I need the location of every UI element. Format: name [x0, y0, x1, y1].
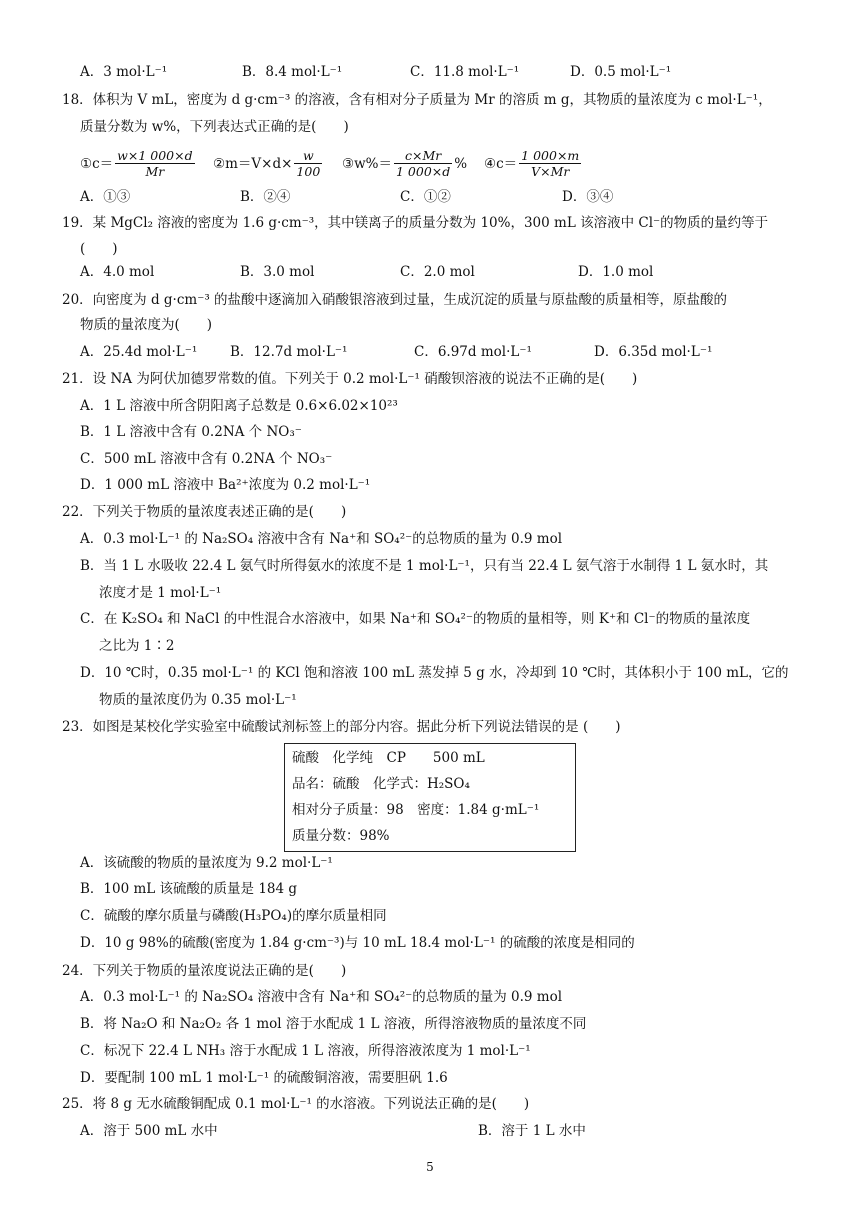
q23-option-b: B．100 mL 该硫酸的质量是 184 g [80, 881, 298, 897]
q21-stem: 21．设 NA 为阿伏加德罗常数的值。下列关于 0.2 mol·L⁻¹ 硝酸钡溶液的说法不正确的是( ) [62, 371, 638, 387]
q20-option-d: D．6.35d mol·L⁻¹ [594, 344, 713, 360]
q22-stem: 22．下列关于物质的量浓度表述正确的是( ) [62, 504, 347, 520]
q17-option-c: C．11.8 mol·L⁻¹ [410, 64, 520, 80]
page-number: 5 [426, 1160, 434, 1174]
q22-option-c-line2: 之比为 1∶2 [99, 638, 175, 654]
q19-stem-line1: 19．某 MgCl₂ 溶液的密度为 1.6 g·cm⁻³，其中镁离子的质量分数为 10%，300 mL 该溶液中 Cl⁻的物质的量约等于 [62, 215, 769, 231]
q18-formula-4 [484, 144, 583, 184]
q22-option-c-line1: C．在 K₂SO₄ 和 NaCl 的中性混合水溶液中，如果 Na⁺和 SO₄²⁻的物质的量相等，则 K⁺和 Cl⁻的物质的量浓度 [80, 611, 751, 627]
q22-option-d-line1: D．10 ℃时，0.35 mol·L⁻¹ 的 KCl 饱和溶液 100 mL 蒸发掉 5 g 水，冷却到 10 ℃时，其体积小于 100 mL，它的 [80, 665, 789, 681]
q25-stem: 25．将 8 g 无水硫酸铜配成 0.1 mol·L⁻¹ 的水溶液。下列说法正确的是( ) [62, 1096, 530, 1112]
q25-option-a: A．溶于 500 mL 水中 [80, 1123, 218, 1139]
q20-option-a: A．25.4d mol·L⁻¹ [80, 344, 198, 360]
q21-option-a: A．1 L 溶液中所含阴阳离子总数是 0.6×6.02×10²³ [80, 398, 398, 414]
reagent-label-box [284, 743, 576, 852]
q19-option-c: C．2.0 mol [400, 264, 475, 280]
formula-4-fraction [519, 149, 581, 179]
q20-stem-line2: 物质的量浓度为( ) [80, 317, 213, 333]
q21-option-b: B．1 L 溶液中含有 0.2NA 个 NO₃⁻ [80, 424, 302, 440]
q20-stem-line1: 20．向密度为 d g·cm⁻³ 的盐酸中逐滴加入硝酸银溶液到过量，生成沉淀的质量与原盐酸的质量相等，原盐酸的 [62, 292, 728, 308]
q24-option-d: D．要配制 100 mL 1 mol·L⁻¹ 的硫酸铜溶液，需要胆矾 1.6 [80, 1070, 448, 1086]
q18-option-d: D．③④ [562, 189, 614, 205]
q22-option-b-line1: B．当 1 L 水吸收 22.4 L 氨气时所得氨水的浓度不是 1 mol·L⁻¹，只有当 22.4 L 氨气溶于水制得 1 L 氨水时，其 [80, 558, 769, 574]
q18-option-c: C．①② [400, 189, 451, 205]
formula-3-denominator: 1 000×d [396, 163, 451, 179]
q18-formula-2 [213, 144, 324, 184]
formula-2-lhs: ②m＝V×d× [213, 156, 293, 172]
reagent-label-line1: 硫酸 化学纯 CP 500 mL [292, 750, 485, 766]
q20-option-b: B．12.7d mol·L⁻¹ [230, 344, 348, 360]
q19-option-a: A．4.0 mol [80, 264, 155, 280]
formula-2-fraction [294, 149, 322, 179]
q17-option-b: B．8.4 mol·L⁻¹ [242, 64, 343, 80]
q18-stem-line1: 18．体积为 V mL，密度为 d g·cm⁻³ 的溶液，含有相对分子质量为 Mr 的溶质 m g，其物质的量浓度为 c mol·L⁻¹， [62, 92, 772, 108]
formula-3-lhs: ③w%＝ [342, 156, 392, 172]
formula-3-fraction [394, 149, 452, 179]
reagent-label-line4: 质量分数：98% [292, 828, 390, 844]
q18-stem-line2: 质量分数为 w%，下列表达式正确的是( ) [80, 119, 349, 135]
formula-1-denominator: Mr [145, 163, 165, 179]
q18-option-b: B．②④ [240, 189, 291, 205]
q23-option-d: D．10 g 98%的硫酸(密度为 1.84 g·cm⁻³)与 10 mL 18.4 mol·L⁻¹ 的硫酸的浓度是相同的 [80, 935, 635, 951]
q23-option-a: A．该硫酸的物质的量浓度为 9.2 mol·L⁻¹ [80, 855, 333, 871]
reagent-label-line3: 相对分子质量：98 密度：1.84 g·mL⁻¹ [292, 802, 540, 818]
q18-formula-3 [342, 144, 467, 184]
q17-option-d: D．0.5 mol·L⁻¹ [570, 64, 672, 80]
q21-option-c: C．500 mL 溶液中含有 0.2NA 个 NO₃⁻ [80, 451, 333, 467]
q24-option-a: A．0.3 mol·L⁻¹ 的 Na₂SO₄ 溶液中含有 Na⁺和 SO₄²⁻的总物质的量为 0.9 mol [80, 989, 563, 1005]
q19-option-b: B．3.0 mol [240, 264, 315, 280]
q22-option-a: A．0.3 mol·L⁻¹ 的 Na₂SO₄ 溶液中含有 Na⁺和 SO₄²⁻的总物质的量为 0.9 mol [80, 531, 563, 547]
q22-option-b-line2: 浓度才是 1 mol·L⁻¹ [99, 585, 222, 601]
formula-1-lhs: ①c＝ [80, 156, 114, 172]
q22-option-d-line2: 物质的量浓度仍为 0.35 mol·L⁻¹ [99, 692, 297, 708]
q24-stem: 24．下列关于物质的量浓度说法正确的是( ) [62, 963, 347, 979]
formula-2-numerator: w [294, 149, 322, 164]
q18-option-a: A．①③ [80, 189, 131, 205]
formula-3-numerator: c×Mr [394, 149, 452, 164]
q24-option-c: C．标况下 22.4 L NH₃ 溶于水配成 1 L 溶液，所得溶液浓度为 1 mol·L⁻¹ [80, 1043, 531, 1059]
q23-stem: 23．如图是某校化学实验室中硫酸试剂标签上的部分内容。据此分析下列说法错误的是 ( ) [62, 719, 621, 735]
formula-4-numerator: 1 000×m [521, 147, 580, 163]
q20-option-c: C．6.97d mol·L⁻¹ [414, 344, 532, 360]
q24-option-b: B．将 Na₂O 和 Na₂O₂ 各 1 mol 溶于水配成 1 L 溶液，所得溶液物质的量浓度不同 [80, 1016, 587, 1032]
formula-2-denominator: 100 [296, 163, 321, 179]
formula-3-percent: % [454, 156, 468, 172]
q18-formula-1 [80, 144, 197, 184]
q17-option-a: A．3 mol·L⁻¹ [80, 64, 168, 80]
formula-4-lhs: ④c＝ [484, 156, 518, 172]
q19-stem-line2: ( ) [80, 241, 118, 257]
q19-option-d: D．1.0 mol [578, 264, 654, 280]
formula-4-denominator: V×Mr [531, 163, 570, 179]
formula-1-fraction [115, 149, 194, 179]
q21-option-d: D．1 000 mL 溶液中 Ba²⁺浓度为 0.2 mol·L⁻¹ [80, 477, 371, 493]
q25-option-b: B．溶于 1 L 水中 [478, 1123, 586, 1139]
formula-1-numerator: w×1 000×d [117, 147, 193, 163]
q23-option-c: C．硫酸的摩尔质量与磷酸(H₃PO₄)的摩尔质量相同 [80, 908, 387, 924]
reagent-label-line2: 品名：硫酸 化学式：H₂SO₄ [292, 776, 470, 792]
